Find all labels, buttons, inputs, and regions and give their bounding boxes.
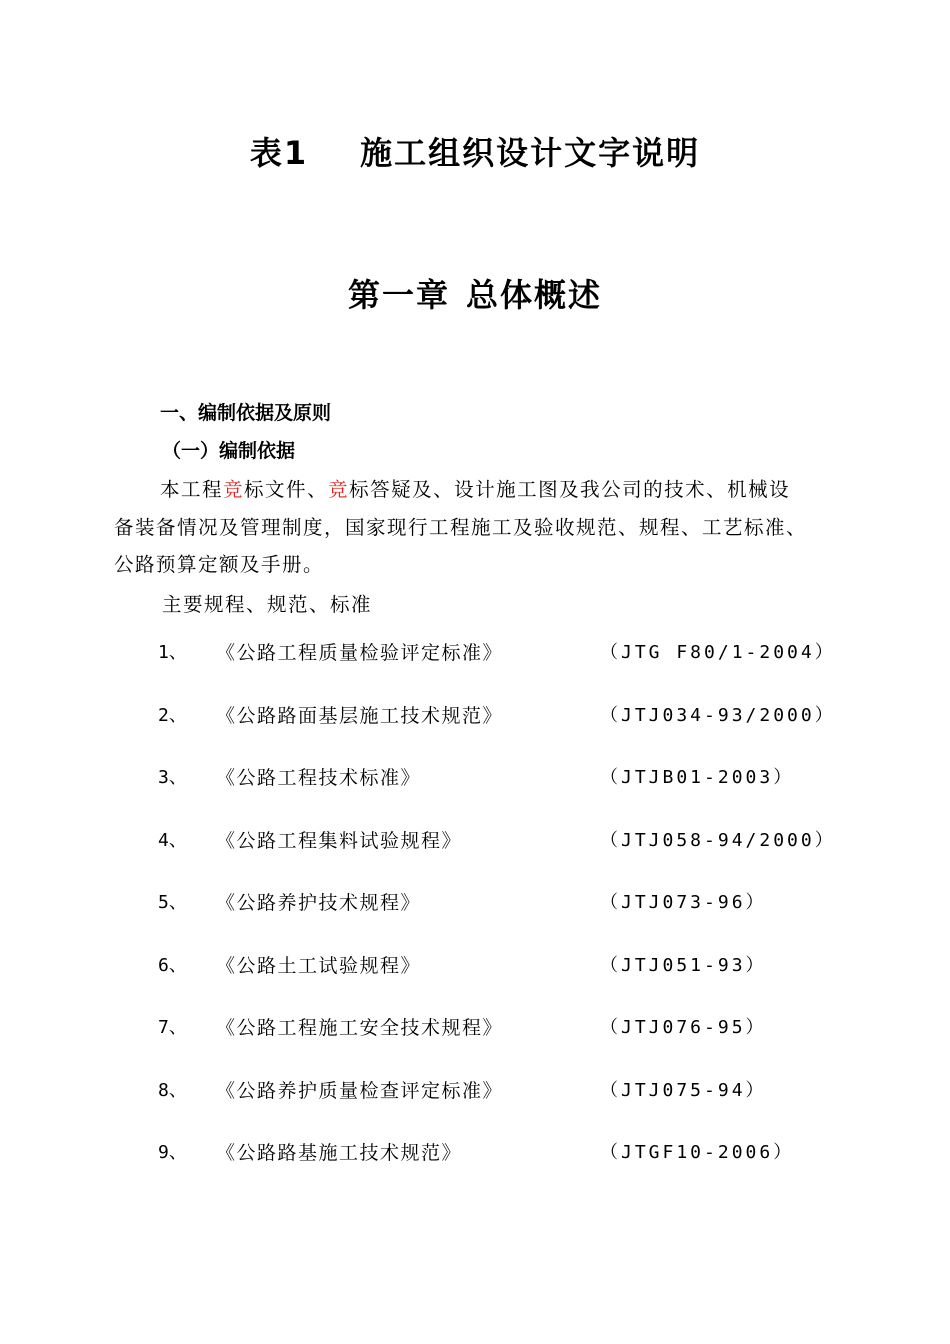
chapter-label: 第一章 xyxy=(347,276,450,314)
document-title-prefix: 表1 xyxy=(249,134,309,172)
standard-code: （JTJ073-96） xyxy=(600,892,767,913)
standard-code: （JTJ034-93/2000） xyxy=(600,704,836,726)
section-heading: 一、编制依据及原则 xyxy=(160,402,332,424)
standard-item xyxy=(0,701,950,731)
standard-name: 《公路土工试验规程》 xyxy=(216,954,422,977)
standard-name: 《公路工程技术标准》 xyxy=(216,767,422,789)
standard-item xyxy=(0,763,950,793)
standard-code: （JTJB01-2003） xyxy=(600,767,795,788)
standard-code: （JTJ051-93） xyxy=(600,954,767,976)
standard-name: 《公路工程集料试验规程》 xyxy=(216,829,463,852)
standard-number: 6、 xyxy=(158,954,187,976)
standard-number: 1、 xyxy=(158,642,187,663)
highlighted-char: 竞 xyxy=(223,478,245,501)
highlighted-char: 竞 xyxy=(328,478,350,501)
standard-code: （JTGF10-2006） xyxy=(600,1142,795,1163)
standard-item xyxy=(0,826,950,856)
standard-name: 《公路工程施工安全技术规程》 xyxy=(216,1017,504,1039)
standard-number: 5、 xyxy=(158,892,187,913)
standard-item xyxy=(0,1138,950,1168)
standard-item xyxy=(0,951,950,981)
subsection-heading: （一）编制依据 xyxy=(162,440,296,462)
standard-number: 4、 xyxy=(158,829,187,851)
standard-name: 《公路路面基层施工技术规范》 xyxy=(216,704,504,727)
paragraph-line-3: 公路预算定额及手册。 xyxy=(114,553,325,576)
standard-code: （JTJ075-94） xyxy=(600,1079,767,1101)
paragraph-line-2: 备装备情况及管理制度，国家现行工程施工及验收规范、规程、工艺标准、 xyxy=(114,516,808,539)
document-title-text: 施工组织设计文字说明 xyxy=(360,134,701,172)
paragraph-line-1 xyxy=(160,474,790,502)
standard-number: 8、 xyxy=(158,1079,187,1101)
standard-name: 《公路养护技术规程》 xyxy=(216,892,422,914)
standard-item xyxy=(0,638,950,668)
standard-number: 3、 xyxy=(158,767,187,788)
standard-name: 《公路工程质量检验评定标准》 xyxy=(216,642,504,664)
standard-name: 《公路养护质量检查评定标准》 xyxy=(216,1079,504,1102)
document-title xyxy=(0,128,950,174)
standard-code: （JTJ058-94/2000） xyxy=(600,829,836,851)
standard-item xyxy=(0,1013,950,1043)
standard-code: （JTJ076-95） xyxy=(600,1017,767,1038)
paragraph-text: 标文件、 xyxy=(244,478,329,501)
standard-number: 2、 xyxy=(158,704,187,726)
standard-number: 9、 xyxy=(158,1142,187,1163)
chapter-text: 总体概述 xyxy=(466,276,603,314)
paragraph-text: 本工程 xyxy=(160,478,224,501)
paragraph-text: 标答疑及、设计施工图及我公司的技术、机械设 xyxy=(349,478,791,501)
standard-item xyxy=(0,888,950,918)
standard-code: （JTG F80/1-2004） xyxy=(600,642,836,663)
chapter-title xyxy=(0,270,950,316)
standards-heading: 主要规程、规范、标准 xyxy=(162,593,373,616)
standard-number: 7、 xyxy=(158,1017,187,1038)
standard-item xyxy=(0,1076,950,1106)
standard-name: 《公路路基施工技术规范》 xyxy=(216,1142,463,1164)
